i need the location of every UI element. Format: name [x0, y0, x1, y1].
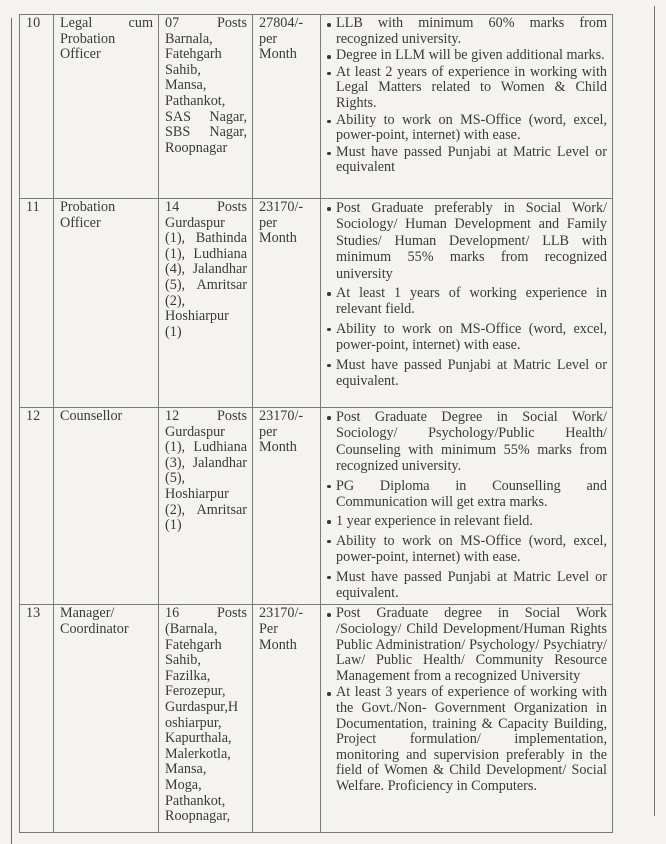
posts-line: Kapurthala, [165, 730, 232, 747]
qualification-list [327, 200, 607, 389]
posts-line: Ferozepur, [165, 683, 226, 700]
posts-line: 16 Posts [165, 605, 247, 622]
qualification-item: Post Graduate preferably in Social Work/ Sociology/ Human Development and Family Studies/ Human Development/ LLB with minimum 55% marks from recognized university [327, 200, 607, 282]
page-margin-rule-right [654, 6, 655, 816]
posts-locations [159, 199, 253, 408]
qualification-item: At least 2 years of experience in working with Legal Matters related to Women & Child Rights. [327, 65, 607, 112]
qualification-item: At least 1 years of working experience in relevant field. [327, 285, 607, 318]
posts-line: (1), Bathinda [165, 230, 247, 247]
qualification-item: Ability to work on MS-Office (word, excel, power-point, internet) with ease. [327, 113, 607, 144]
posts-line: (1) [165, 517, 182, 534]
qualification-item: 1 year experience in relevant field. [327, 513, 607, 529]
posts-table [19, 14, 613, 833]
posts-line: (4), Jalandhar [165, 261, 247, 278]
serial-number: 11 [20, 199, 54, 408]
posts-line: Gurdaspur [165, 214, 225, 231]
posts-line: Hoshiarpur [165, 485, 229, 502]
qualifications [321, 199, 613, 408]
posts-line: (2), Amritsar [165, 501, 247, 518]
table-row [20, 15, 613, 199]
posts-locations [159, 605, 253, 833]
salary-line: 27804/- [259, 15, 304, 31]
posts-line: Mansa, [165, 761, 207, 778]
posts-line: Malerkotla, [165, 745, 231, 762]
posts-line: Gurdaspur [165, 423, 225, 440]
salary-line: Month [259, 439, 297, 456]
posts-locations [159, 15, 253, 199]
qualifications [321, 15, 613, 199]
qualification-item: Degree in LLM will be given additional marks. [327, 48, 607, 64]
salary-line: Month [259, 636, 297, 653]
posts-line: Roopnagar [165, 139, 228, 156]
posts-line: Fatehgarh [165, 636, 222, 653]
qualification-item: Post Graduate Degree in Social Work/ Sociology/ Psychology/Public Health/ Counseling with minimum 55% marks from recognized university. [327, 409, 607, 475]
posts-line: Hoshiarpur [165, 308, 229, 325]
posts-line: (3), Jalandhar [165, 454, 247, 471]
posts-line: 12 Posts [165, 408, 247, 424]
posts-line: Sahib, [165, 61, 201, 78]
post-name-line: Counsellor [60, 408, 123, 424]
posts-line: Moga, [165, 777, 202, 793]
posts-line: (5), Amritsar [165, 276, 247, 293]
post-name [54, 15, 159, 199]
salary [253, 15, 321, 199]
posts-line: Pathankot, [165, 792, 226, 809]
posts-line: SAS Nagar, [165, 108, 247, 125]
serial-number: 12 [20, 408, 54, 605]
post-name-line: Coordinator [60, 621, 129, 638]
qualification-list [327, 606, 607, 794]
posts-line: Pathankot, [165, 92, 226, 109]
serial-number: 10 [20, 15, 54, 199]
table-row [20, 408, 613, 605]
qualification-list [327, 16, 607, 176]
posts-line: Fazilka, [165, 667, 211, 684]
table-row [20, 199, 613, 408]
salary-line: per [259, 214, 278, 231]
post-name-line: Legal cum [60, 15, 153, 31]
salary-line: Per [259, 621, 278, 638]
salary-line: per [259, 30, 278, 47]
qualifications [321, 605, 613, 833]
posts-line: 14 Posts [165, 199, 247, 215]
post-name-line: Probation [60, 30, 116, 47]
table-row [20, 605, 613, 833]
posts-line: (1), Ludhiana [165, 439, 247, 456]
posts-line: Barnala, [165, 30, 213, 47]
salary-line: 23170/- [259, 408, 304, 424]
qualification-item: Ability to work on MS-Office (word, excel, power-point, internet) with ease. [327, 533, 607, 566]
post-name [54, 408, 159, 605]
salary-line: 23170/- [259, 199, 304, 215]
post-name-line: Officer [60, 46, 101, 63]
qualification-item: Must have passed Punjabi at Matric Level or equivalent. [327, 357, 607, 390]
posts-line: Roopnagar, [165, 808, 231, 825]
posts-line: Sahib, [165, 652, 201, 669]
posts-line: Fatehgarh [165, 46, 222, 63]
qualification-item: At least 3 years of experience of working with the Govt./Non- Government Organization in Documentation, training & Capacity Building, Project formulation/ implementation, monitoring and supervision preferably in the field of Women & Child Development/ Social Welfare. Proficiency in Computers. [327, 685, 607, 794]
salary-line: 23170/- [259, 605, 304, 622]
qualification-item: Must have passed Punjabi at Matric Level or equivalent. [327, 569, 607, 602]
posts-locations [159, 408, 253, 605]
salary [253, 199, 321, 408]
qualification-list [327, 409, 607, 601]
post-name-line: Officer [60, 214, 101, 231]
qualification-item: Ability to work on MS-Office (word, excel, power-point, internet) with ease. [327, 321, 607, 354]
posts-line: Mansa, [165, 77, 207, 94]
post-name-line: Probation [60, 199, 116, 215]
posts-line: oshiarpur, [165, 714, 222, 731]
post-name-line: Manager/ [60, 605, 115, 622]
posts-line: (1), Ludhiana [165, 245, 247, 262]
posts-line: (2), [165, 292, 186, 309]
posts-line: (5), [165, 470, 186, 487]
serial-number: 13 [20, 605, 54, 833]
salary-line: Month [259, 46, 297, 63]
posts-line: Gurdaspur,H [165, 699, 239, 716]
salary-line: Month [259, 230, 297, 247]
qualification-item: Post Graduate degree in Social Work /Sociology/ Child Development/Human Rights Public Administration/ Psychology/ Psychiatry/ Law/ Public Health/ Community Resource Management from a recognized University [327, 606, 607, 684]
qualification-item: Must have passed Punjabi at Matric Level or equivalent [327, 145, 607, 176]
posts-line: 07 Posts [165, 15, 247, 31]
salary [253, 605, 321, 833]
posts-line: SBS Nagar, [165, 124, 247, 141]
page-margin-rule-left [11, 18, 12, 844]
salary-line: per [259, 423, 278, 440]
post-name [54, 199, 159, 408]
posts-line: (1) [165, 323, 182, 340]
qualifications [321, 408, 613, 605]
post-name [54, 605, 159, 833]
qualification-item: LLB with minimum 60% marks from recognized university. [327, 16, 607, 47]
salary [253, 408, 321, 605]
posts-line: (Barnala, [165, 621, 218, 638]
qualification-item: PG Diploma in Counselling and Communication will get extra marks. [327, 478, 607, 511]
